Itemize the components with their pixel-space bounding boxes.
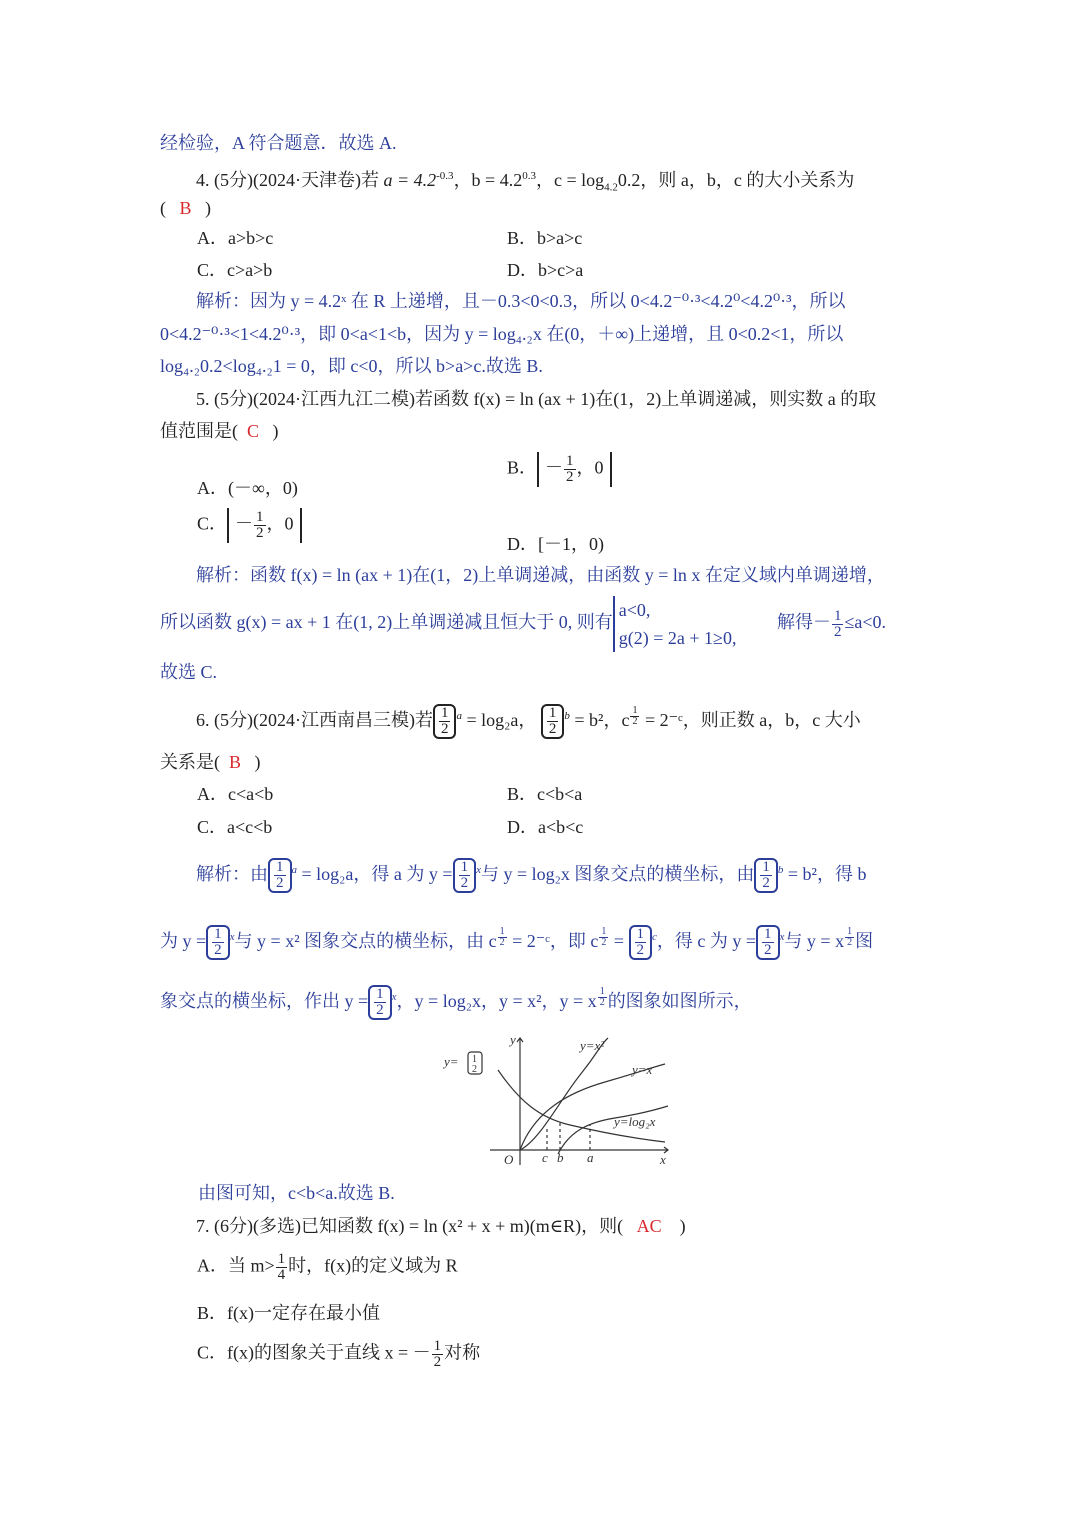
q4-option-c: C．c>a>b	[197, 260, 273, 280]
q6-exp-a: a	[456, 710, 462, 722]
q6-sol3-box	[368, 985, 392, 1020]
q5-paren-right: )	[272, 421, 279, 441]
q6-option-c: C．a<c<b	[197, 817, 273, 837]
q6-s1-exp-a: a	[291, 864, 297, 876]
q4-c-expr: ，c = log	[535, 170, 605, 190]
q6-stem-2-text: 关系是(	[160, 752, 220, 772]
q7-option-b: B．f(x)一定存在最小值	[197, 1303, 380, 1323]
q6-s3e-num: 1	[599, 985, 605, 997]
q7-stem	[196, 1214, 1080, 1238]
q4-stem	[196, 164, 1080, 200]
q6-sol2-d: =	[609, 931, 629, 951]
q5-c-den: 2	[256, 525, 264, 541]
q6-s2-exp-x2: x	[779, 931, 785, 943]
q6-sol2-box1	[206, 925, 230, 960]
label-log2: y=log₂x	[614, 1114, 656, 1129]
q6-sol2-b: 与 y = x² 图象交点的横坐标，由 c	[234, 931, 497, 951]
graph-half-den: 2	[472, 1064, 477, 1075]
q6-s3-exp-x: x	[391, 991, 397, 1003]
q7-option-a	[197, 1252, 458, 1283]
q6-hec-den: 2	[632, 715, 638, 727]
q5-solution-1: 解析：函数 f(x) = ln (ax + 1)在(1，2)上单调递减，由函数 y = ln x 在定义域内单调递增，	[196, 565, 885, 585]
q6-solution-2	[160, 925, 1080, 960]
q7-c-text2: 对称	[444, 1342, 481, 1363]
q6-s2e1-num: 1	[499, 925, 505, 937]
q5-option-b-label: B．	[507, 457, 538, 478]
q4-option-d: D．b>c>a	[507, 260, 584, 280]
q5-sol2-solve: 解得－	[776, 612, 831, 633]
q5-sol2-num: 1	[833, 607, 842, 624]
q6-sol2-half2	[635, 927, 647, 958]
label-half-power: y=	[444, 1054, 459, 1069]
curve-x-squared	[520, 1038, 608, 1150]
q4-answer: B	[179, 198, 192, 218]
q6-stem-tail: = 2⁻ᶜ，则正数 a，b，c 大小	[640, 710, 861, 730]
q6-sol2-f: 与 y = x	[784, 931, 845, 951]
q4-b-expr: ，b = 4.2	[453, 170, 523, 190]
q5-option-b-interval	[537, 452, 612, 487]
label-c: c	[542, 1150, 548, 1165]
q5-option-c	[197, 508, 302, 543]
q5-option-c-interval	[227, 508, 302, 543]
q6-s2e2-num: 1	[601, 925, 607, 937]
q6-option-b: B．c<b<a	[507, 784, 583, 804]
q6-sol2-exp-half1	[498, 927, 507, 948]
q5-option-c-label: C．	[197, 513, 228, 534]
label-y-axis: y	[510, 1032, 516, 1047]
q5-option-b	[507, 452, 612, 487]
q6-half-b	[547, 706, 559, 737]
q5-c-frac	[254, 510, 266, 541]
q4-answer-line	[160, 196, 1080, 220]
q6-option-d: D．a<b<c	[507, 817, 584, 837]
q6-sol2-half3	[762, 927, 774, 958]
q6-s2e3-num: 1	[847, 925, 853, 937]
q6-graph-figure	[440, 1030, 680, 1170]
q5-b-minus: －	[545, 457, 564, 478]
q6-sol1-half1	[274, 860, 286, 891]
q6-half-exp-c	[630, 706, 639, 727]
q7-a-den: 4	[277, 1267, 286, 1283]
q6-sol1-half2	[459, 860, 471, 891]
q6-s2h2-num: 1	[636, 926, 644, 943]
q6-sol2-box3	[756, 925, 780, 960]
q5-stem-2-text: 值范围是(	[160, 421, 238, 441]
q6-sol3-a: 象交点的横坐标，作出 y =	[160, 991, 369, 1011]
q6-s2h3-num: 1	[764, 926, 772, 943]
q7-answer: AC	[636, 1216, 662, 1236]
q6-sol1-b: = log₂a，得 a 为 y =	[297, 864, 453, 884]
q5-option-a: A．(－∞，0)	[197, 478, 298, 498]
q7-c-frac	[432, 1339, 444, 1370]
q6-s1h1-num: 1	[276, 859, 284, 876]
q7-a-num: 1	[277, 1251, 286, 1267]
q5-sys-line1: a<0,	[618, 600, 651, 620]
label-x-axis: x	[660, 1152, 666, 1167]
q6-sol2-box2	[629, 925, 653, 960]
q5-sol2-frac	[832, 609, 844, 640]
q5-stem-1: 5. (5分)(2024·江西九江二模)若函数 f(x) = ln (ax + 1)在(1，2)上单调递减，则实数 a 的取	[196, 389, 877, 409]
q6-half-a	[439, 706, 451, 737]
q5-sol2-den: 2	[833, 623, 842, 640]
q6-half-b-num: 1	[548, 705, 557, 722]
q4-solution-3: log₄.₂0.2<log₄.₂1 = 0，即 c<0，所以 b>a>c.故选 B.	[160, 356, 543, 376]
q6-sol3-half	[374, 987, 386, 1018]
q5-sys-line2: g(2) = 2a + 1≥0,	[618, 628, 737, 648]
q5-solution-2	[160, 596, 1080, 652]
q6-s2h1-num: 1	[214, 926, 222, 943]
q6-sol2-c: = 2⁻ᶜ，即 c	[507, 931, 599, 951]
q7-a-text2: 时，f(x)的定义域为 R	[288, 1255, 458, 1276]
q5-answer: C	[247, 421, 260, 441]
label-b: b	[557, 1150, 564, 1165]
q6-half-box-a	[433, 704, 457, 739]
q6-half-a-num: 1	[440, 705, 449, 722]
q6-s3h-den: 2	[376, 1002, 384, 1019]
q6-s2-exp-c: c	[652, 931, 657, 943]
q6-stem-2	[160, 750, 1080, 774]
q5-c-rest: ，0	[266, 513, 294, 534]
q4-head: 4. (5分)(2024·天津卷)若	[196, 170, 384, 190]
q6-sol3-c: 的图象如图所示，	[607, 991, 752, 1011]
q6-sol2-a: 为 y =	[160, 931, 207, 951]
q6-half-a-den: 2	[440, 721, 449, 738]
q5-system	[613, 596, 737, 652]
q6-s1h3-den: 2	[762, 875, 770, 892]
q5-b-frac	[564, 454, 576, 485]
q6-option-a: A．c<a<b	[197, 784, 274, 804]
q5-b-rest: ，0	[576, 457, 604, 478]
q6-sol2-g: 图	[855, 931, 874, 951]
q5-b-num: 1	[566, 453, 574, 469]
q6-stem-1	[196, 704, 1080, 739]
q4-c-base: 4.2	[604, 181, 618, 194]
q6-s2e3-den: 2	[847, 936, 853, 948]
q6-solution-3	[160, 985, 1080, 1020]
q6-conclusion: 由图可知，c<b<a.故选 B.	[198, 1183, 395, 1203]
q6-sol1-half3	[760, 860, 772, 891]
q6-sol1-box1	[268, 858, 292, 893]
q5-solution-3: 故选 C.	[160, 662, 218, 682]
q4-paren-left: (	[160, 198, 166, 218]
q7-c-den: 2	[433, 1354, 442, 1370]
q4-exp2: 0.3	[522, 170, 536, 182]
q4-exp1: -0.3	[436, 170, 454, 182]
q4-paren-right: )	[205, 198, 212, 218]
q6-s1h1-den: 2	[276, 875, 284, 892]
q6-exp-b: b	[564, 710, 570, 722]
q4-a-expr: a = 4.2	[383, 170, 437, 190]
q4-option-a: A．a>b>c	[197, 228, 274, 248]
q6-sol1-d: = b²，得 b	[783, 864, 867, 884]
q7-c-text1: C．f(x)的图象关于直线 x = －	[197, 1342, 431, 1363]
q6-s1h2-num: 1	[460, 859, 469, 876]
q7-paren-right: )	[679, 1216, 686, 1236]
q7-c-num: 1	[433, 1338, 442, 1354]
q7-option-c	[197, 1339, 480, 1370]
q6-sol1-box3	[754, 858, 778, 893]
q6-stem-b2: = b²，c	[569, 710, 630, 730]
graph-half-num: 1	[472, 1054, 477, 1065]
q5-option-d: D．[－1，0)	[507, 534, 604, 554]
q6-s2h1-den: 2	[214, 942, 222, 959]
label-a: a	[587, 1150, 594, 1165]
q6-s1-exp-b: b	[777, 864, 784, 876]
q7-a-frac	[276, 1252, 288, 1283]
q6-s2h3-den: 2	[764, 942, 772, 959]
q6-stem-head: 6. (5分)(2024·江西南昌三模)若	[196, 710, 433, 730]
q6-sol2-exp-half3	[845, 927, 854, 948]
q5-sol2-tail: ≤a<0.	[844, 612, 886, 633]
q6-half-box-b	[541, 704, 565, 739]
q6-answer: B	[229, 752, 242, 772]
q6-sol1-c: 与 y = log₂x 图象交点的横坐标，由	[480, 864, 755, 884]
q4-solution-1: 解析：因为 y = 4.2ˣ 在 R 上递增，且－0.3<0<0.3，所以 0<4.2⁻⁰·³<4.2⁰<4.2⁰·³，所以	[196, 291, 846, 311]
q5-sol2-text: 所以函数 g(x) = ax + 1 在(1, 2)上单调递减且恒大于 0, 则有	[160, 612, 613, 633]
q6-sol1-box2	[453, 858, 477, 893]
q6-s2-exp-x1: x	[229, 931, 235, 943]
q6-s3e-den: 2	[599, 996, 605, 1008]
label-origin: O	[504, 1152, 514, 1167]
q6-sol2-exp-half2	[599, 927, 608, 948]
q6-sol3-exp-half	[598, 987, 607, 1008]
q6-solution-1	[196, 858, 1080, 893]
q6-s2e1-den: 2	[499, 936, 505, 948]
q4-solution-2: 0<4.2⁻⁰·³<1<4.2⁰·³，即 0<a<1<b，因为 y = log₄.₂x 在(0，＋∞)上递增，且 0<0.2<1，所以	[160, 324, 844, 344]
q4-c-tail: 0.2，则 a，b，c 的大小关系为	[617, 170, 855, 190]
q5-c-num: 1	[256, 509, 264, 525]
q6-paren-right: )	[254, 752, 261, 772]
q7-stem-text: 7. (6分)(多选)已知函数 f(x) = ln (x² + x + m)(m∈R)，则(	[196, 1216, 624, 1236]
q6-sol3-b: ，y = log₂x，y = x²，y = x	[396, 991, 597, 1011]
q7-a-text1: A．当 m>	[197, 1255, 275, 1276]
q6-stem-log: = log₂a，	[461, 710, 537, 730]
label-x-squared: y=x²	[580, 1038, 605, 1053]
prev-answer-line: 经检验，A 符合题意．故选 A.	[160, 133, 397, 153]
q5-c-minus: －	[235, 513, 254, 534]
q6-s2h2-den: 2	[636, 942, 644, 959]
q6-hec-num: 1	[632, 704, 638, 716]
q4-option-b: B．b>a>c	[507, 228, 583, 248]
q6-s1h3-num: 1	[762, 859, 770, 876]
q5-stem-2	[160, 419, 1080, 443]
curve-half-power	[498, 1070, 665, 1142]
q6-half-b-den: 2	[548, 721, 557, 738]
q6-sol2-half1	[212, 927, 224, 958]
q6-sol2-e: ，得 c 为 y =	[656, 931, 757, 951]
q6-s1-exp-x: x	[476, 864, 481, 876]
q6-s3h-num: 1	[376, 986, 384, 1003]
q5-b-den: 2	[566, 469, 574, 485]
label-x-sqrt: y=x	[632, 1062, 653, 1077]
q6-s1h2-den: 2	[460, 875, 469, 892]
q6-sol1-a: 解析：由	[196, 864, 268, 884]
q6-s2e2-den: 2	[601, 936, 607, 948]
